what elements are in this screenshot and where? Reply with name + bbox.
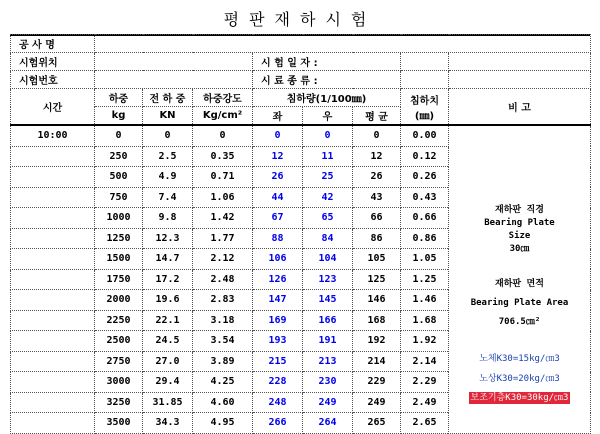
cell-kgcm2: 1.77 — [193, 228, 253, 249]
header-remarks: 비 고 — [449, 89, 591, 126]
cell-kgcm2: 2.48 — [193, 269, 253, 290]
cell-kn: 27.0 — [143, 351, 193, 372]
cell-kn: 4.9 — [143, 167, 193, 188]
cell-left: 215 — [253, 351, 303, 372]
cell-time — [11, 290, 95, 311]
test-no-label: 시험번호 — [11, 71, 95, 89]
cell-kn: 7.4 — [143, 187, 193, 208]
cell-right: 25 — [303, 167, 353, 188]
cell-kgcm2: 1.06 — [193, 187, 253, 208]
cell-right: 42 — [303, 187, 353, 208]
cell-right: 264 — [303, 413, 353, 434]
cell-time — [11, 351, 95, 372]
cell-kg: 0 — [95, 125, 143, 146]
cell-kg: 1750 — [95, 269, 143, 290]
cell-avg: 229 — [353, 372, 401, 393]
cell-kgcm2: 4.95 — [193, 413, 253, 434]
project-value — [95, 35, 591, 53]
cell-avg: 105 — [353, 249, 401, 270]
k30-subgrade-note: 노체K30=15kg/㎝3 — [479, 354, 560, 364]
cell-left: 266 — [253, 413, 303, 434]
k30-subbase-note: 보조기층K30=30kg/㎝3 — [470, 393, 569, 403]
cell-avg: 43 — [353, 187, 401, 208]
cell-time — [11, 187, 95, 208]
cell-time — [11, 167, 95, 188]
cell-avg: 26 — [353, 167, 401, 188]
cell-avg: 86 — [353, 228, 401, 249]
plate-area-en: Bearing Plate Area — [470, 298, 569, 308]
header-avg: 평 균 — [353, 107, 401, 126]
header-load-unit: kg — [95, 107, 143, 126]
cell-left: 248 — [253, 392, 303, 413]
plate-area-kr: 재하판 면적 — [495, 279, 544, 289]
cell-kg: 3500 — [95, 413, 143, 434]
plate-diameter-kr: 재하판 직경 — [495, 205, 544, 215]
cell-mm: 1.25 — [401, 269, 449, 290]
cell-time — [11, 269, 95, 290]
cell-right: 145 — [303, 290, 353, 311]
cell-time — [11, 331, 95, 352]
cell-left: 169 — [253, 310, 303, 331]
cell-left: 88 — [253, 228, 303, 249]
cell-left: 106 — [253, 249, 303, 270]
header-settlement-value-unit: (㎜) — [414, 110, 435, 122]
cell-right: 191 — [303, 331, 353, 352]
cell-avg: 214 — [353, 351, 401, 372]
cell-kg: 2500 — [95, 331, 143, 352]
cell-mm: 0.26 — [401, 167, 449, 188]
cell-avg: 192 — [353, 331, 401, 352]
date-extra — [449, 53, 591, 71]
cell-kgcm2: 2.83 — [193, 290, 253, 311]
cell-kg: 3000 — [95, 372, 143, 393]
cell-kg: 1500 — [95, 249, 143, 270]
plate-size-value: 30㎝ — [509, 244, 530, 254]
header-settlement: 침하량(1/100㎜) — [253, 89, 401, 107]
cell-kgcm2: 0.71 — [193, 167, 253, 188]
cell-right: 230 — [303, 372, 353, 393]
cell-time — [11, 310, 95, 331]
cell-left: 228 — [253, 372, 303, 393]
cell-time — [11, 372, 95, 393]
cell-kgcm2: 0 — [193, 125, 253, 146]
cell-kg: 1250 — [95, 228, 143, 249]
plate-size-en-2: Size — [508, 231, 531, 241]
location-label: 시험위치 — [11, 53, 95, 71]
remarks-cell — [449, 125, 591, 433]
cell-kg: 1000 — [95, 208, 143, 229]
header-settlement-value — [401, 89, 449, 126]
cell-kn: 22.1 — [143, 310, 193, 331]
cell-kn: 9.8 — [143, 208, 193, 229]
cell-mm: 2.14 — [401, 351, 449, 372]
cell-left: 126 — [253, 269, 303, 290]
header-intensity: 하중강도 — [193, 89, 253, 107]
date-value — [401, 53, 449, 71]
test-no-value — [95, 71, 253, 89]
cell-right: 65 — [303, 208, 353, 229]
cell-avg: 12 — [353, 146, 401, 167]
cell-time — [11, 228, 95, 249]
cell-kgcm2: 4.25 — [193, 372, 253, 393]
header-total-load: 전 하 중 — [143, 89, 193, 107]
cell-kn: 31.85 — [143, 392, 193, 413]
cell-kgcm2: 3.18 — [193, 310, 253, 331]
cell-kn: 17.2 — [143, 269, 193, 290]
cell-kgcm2: 3.54 — [193, 331, 253, 352]
cell-avg: 168 — [353, 310, 401, 331]
header-time: 시간 — [11, 89, 95, 126]
cell-kn: 14.7 — [143, 249, 193, 270]
header-load: 하중 — [95, 89, 143, 107]
header-intensity-unit: Kg/cm² — [193, 107, 253, 126]
cell-mm: 0.00 — [401, 125, 449, 146]
sheet-title: 평판재하시험 — [10, 2, 590, 36]
cell-mm: 2.49 — [401, 392, 449, 413]
cell-right: 104 — [303, 249, 353, 270]
table-row — [11, 125, 591, 146]
cell-mm: 0.66 — [401, 208, 449, 229]
cell-mm: 2.29 — [401, 372, 449, 393]
cell-avg: 66 — [353, 208, 401, 229]
header-settlement-value-label: 침하치 — [410, 95, 439, 107]
cell-mm: 2.65 — [401, 413, 449, 434]
cell-mm: 0.12 — [401, 146, 449, 167]
cell-right: 123 — [303, 269, 353, 290]
cell-kgcm2: 3.89 — [193, 351, 253, 372]
cell-kgcm2: 0.35 — [193, 146, 253, 167]
cell-right: 84 — [303, 228, 353, 249]
cell-kgcm2: 1.42 — [193, 208, 253, 229]
cell-kg: 2750 — [95, 351, 143, 372]
cell-avg: 249 — [353, 392, 401, 413]
header-right: 우 — [303, 107, 353, 126]
cell-kg: 250 — [95, 146, 143, 167]
cell-time — [11, 392, 95, 413]
cell-kg: 2000 — [95, 290, 143, 311]
plate-area-value: 706.5㎝² — [498, 317, 541, 327]
cell-avg: 146 — [353, 290, 401, 311]
cell-kg: 3250 — [95, 392, 143, 413]
cell-kn: 0 — [143, 125, 193, 146]
date-label: 시 험 일 자 : — [253, 53, 401, 71]
cell-left: 0 — [253, 125, 303, 146]
cell-right: 213 — [303, 351, 353, 372]
cell-mm: 1.05 — [401, 249, 449, 270]
cell-mm: 1.68 — [401, 310, 449, 331]
cell-kn: 24.5 — [143, 331, 193, 352]
data-rows — [11, 125, 591, 433]
cell-kn: 2.5 — [143, 146, 193, 167]
header-left: 좌 — [253, 107, 303, 126]
cell-time — [11, 413, 95, 434]
cell-right: 166 — [303, 310, 353, 331]
cell-kn: 12.3 — [143, 228, 193, 249]
cell-kg: 500 — [95, 167, 143, 188]
cell-kn: 19.6 — [143, 290, 193, 311]
cell-time — [11, 146, 95, 167]
plate-size-en-1: Bearing Plate — [484, 218, 555, 228]
cell-left: 67 — [253, 208, 303, 229]
data-table — [10, 34, 591, 434]
cell-mm: 0.43 — [401, 187, 449, 208]
cell-mm: 1.46 — [401, 290, 449, 311]
cell-kn: 34.3 — [143, 413, 193, 434]
cell-left: 26 — [253, 167, 303, 188]
cell-left: 193 — [253, 331, 303, 352]
sample-value — [401, 71, 449, 89]
cell-time: 10:00 — [11, 125, 95, 146]
cell-left: 44 — [253, 187, 303, 208]
cell-avg: 125 — [353, 269, 401, 290]
cell-right: 249 — [303, 392, 353, 413]
cell-left: 12 — [253, 146, 303, 167]
location-value — [95, 53, 253, 71]
cell-time — [11, 208, 95, 229]
cell-kn: 29.4 — [143, 372, 193, 393]
cell-time — [11, 249, 95, 270]
cell-avg: 265 — [353, 413, 401, 434]
k30-roadbed-note: 노상K30=20kg/㎝3 — [479, 374, 560, 384]
sample-label: 시 료 종 류 : — [253, 71, 401, 89]
cell-mm: 1.92 — [401, 331, 449, 352]
sample-extra — [449, 71, 591, 89]
cell-kg: 2250 — [95, 310, 143, 331]
cell-kgcm2: 2.12 — [193, 249, 253, 270]
header-total-load-unit: KN — [143, 107, 193, 126]
cell-kg: 750 — [95, 187, 143, 208]
cell-left: 147 — [253, 290, 303, 311]
project-label: 공 사 명 — [11, 35, 95, 53]
cell-mm: 0.86 — [401, 228, 449, 249]
cell-right: 11 — [303, 146, 353, 167]
cell-right: 0 — [303, 125, 353, 146]
cell-kgcm2: 4.60 — [193, 392, 253, 413]
cell-avg: 0 — [353, 125, 401, 146]
